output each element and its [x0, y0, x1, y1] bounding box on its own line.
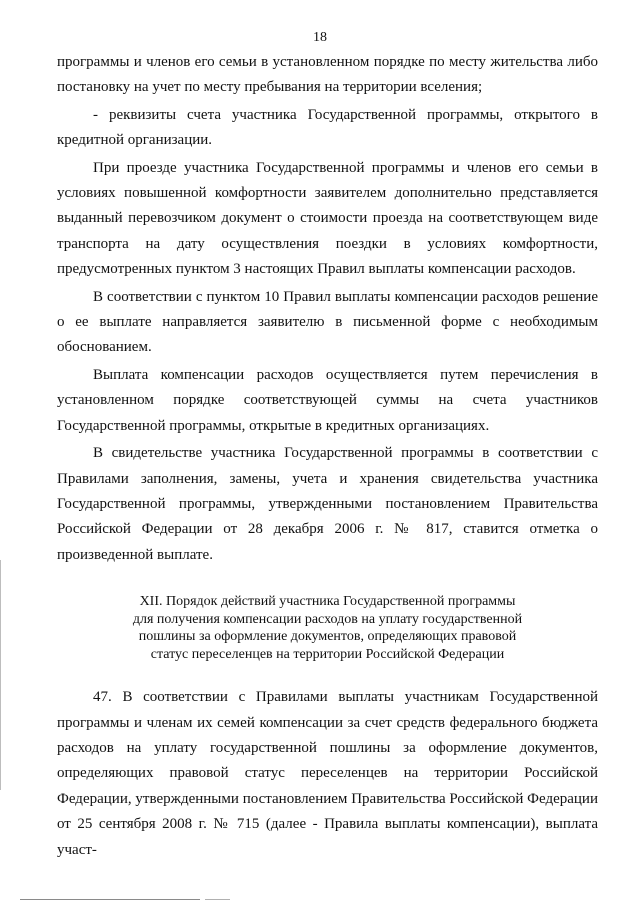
section-heading	[57, 593, 598, 663]
paragraph: В свидетельстве участника Государственной программы в соответствии с Правилами заполнения, замены, учета и хранения свидетельства участника Государственной программы, утвержденными постановлением Правительства Российской Федерации от 28 декабря 2006 г. № 817, ставится отметка о произведенной выплате.	[57, 445, 598, 563]
paragraph: - реквизиты счета участника Государственной программы, открытого в кредитной организации.	[57, 106, 598, 149]
heading-line: для получения компенсации расходов на уплату государственной	[132, 611, 523, 627]
paragraphs-bottom	[57, 685, 598, 863]
paragraphs-top	[57, 50, 598, 568]
paragraph: В соответствии с пунктом 10 Правил выплаты компенсации расходов решение о ее выплате направляется заявителю в письменной форме с необходимым обоснованием.	[57, 288, 598, 356]
scan-edge-mark	[0, 560, 1, 790]
scan-bottom-mark	[205, 899, 230, 900]
scan-bottom-mark	[20, 899, 200, 900]
paragraph: 47. В соответствии с Правилами выплаты участникам Государственной программы и членам их семей компенсации за счет средств федерального бюджета расходов на уплату государственной пошлины за оформление документов, определяющих правовой статус переселенцев на территории Российской Федерации, утвержденными постановлением Правительства Российской Федерации от 25 сентября 2008 г. № 715 (далее - Правила выплаты компенсации), выплата участ-	[57, 689, 598, 858]
paragraph: Выплата компенсации расходов осуществляется путем перечисления в установленном порядке соответствующей суммы на счета участников Государственной программы, открытые в кредитных организациях.	[57, 366, 598, 434]
paragraph: При проезде участника Государственной программы и членов его семьи в условиях повышенной комфортности заявителем дополнительно представляется выданный перевозчиком документ о стоимости проезда на соответствующем виде транспорта на дату осуществления поездки в условиях комфортности, предусмотренных пунктом 3 настоящих Правил выплаты компенсации расходов.	[57, 159, 598, 278]
heading-line: XII. Порядок действий участника Государственной программы	[139, 594, 516, 610]
page-number: 18	[313, 30, 327, 45]
heading-line: статус переселенцев на территории Российской Федерации	[150, 646, 505, 662]
paragraph: программы и членов его семьи в установленном порядке по месту жительства либо постановку на учет по месту пребывания на территории вселения;	[57, 54, 598, 96]
document-body	[57, 50, 598, 863]
heading-line: пошлины за оформление документов, определяющих правовой	[138, 629, 517, 645]
